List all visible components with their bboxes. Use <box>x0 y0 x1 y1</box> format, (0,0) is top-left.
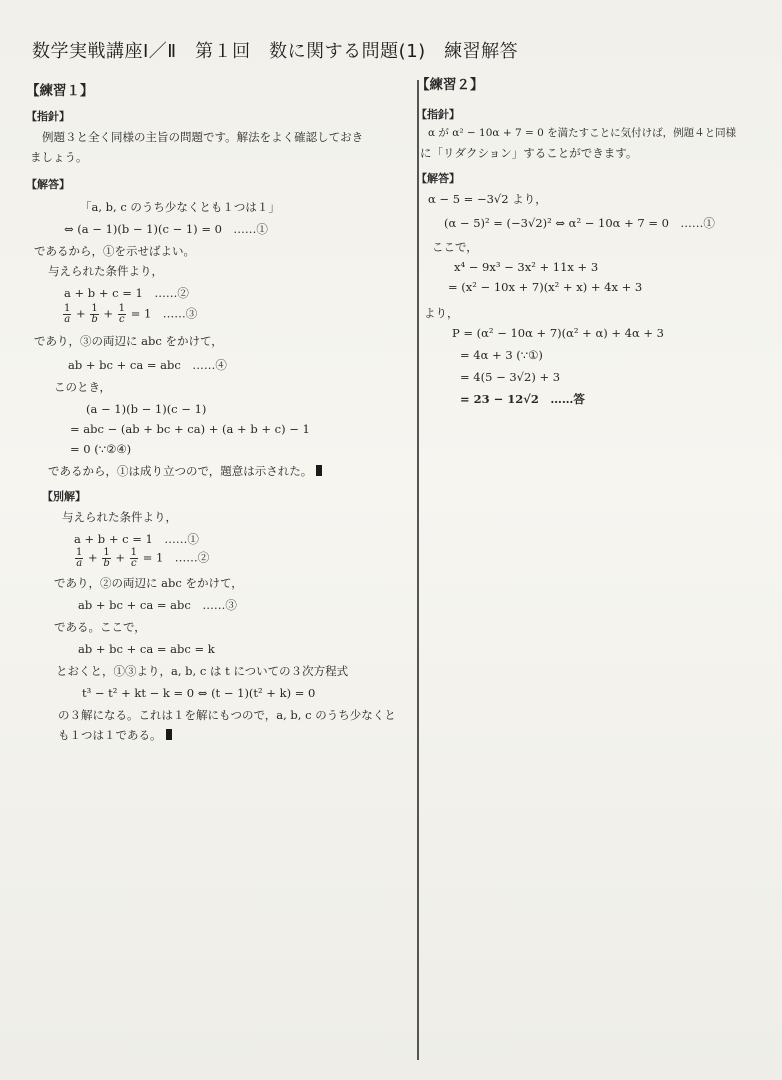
page-title: 数学実戦講座Ⅰ／Ⅱ 第１回 数に関する問題(1) 練習解答 <box>32 41 519 62</box>
ex2-answer-line-4: x⁴ − 9x³ − 3x² + 11x + 3 <box>454 260 599 274</box>
ex1-answer-line-11: = abc − (ab + bc + ca) + (a + b + c) − 1 <box>70 422 310 436</box>
ex2-answer-line-6: より， <box>424 306 459 320</box>
ex1-answer-line-2: ⇔ (a − 1)(b − 1)(c − 1) = 0 ……① <box>64 222 268 236</box>
alt-fraction-1-over-a: $\frac{1}{a}$ <box>76 547 83 569</box>
ex1-alt-fraction-equation: $\frac{1}{a}$ + $\frac{1}{b}$ + $\frac{1}{c}$ = 1 ……② <box>76 547 210 569</box>
ex1-answer-line-8: ab + bc + ca = abc ……④ <box>68 358 227 372</box>
ex1-alt-line-2: a + b + c = 1 ……① <box>74 532 199 546</box>
ex2-answer-line-3: ここで， <box>432 240 478 254</box>
ex1-alt-fraction-rhs: = 1 ……② <box>142 550 210 565</box>
ex2-hint-line-1: α が α² − 10α + 7 = 0 を満たすことに気付けば，例題４と同様 <box>428 127 737 139</box>
ex2-hint-label: 【指針】 <box>416 108 460 121</box>
ex1-alt-line-7: ab + bc + ca = abc = k <box>78 642 215 656</box>
ex1-answer-line-9: このとき， <box>54 380 112 394</box>
ex2-final-answer: = 23 − 12√2 ……答 <box>460 392 585 406</box>
ex1-alt-line-5: ab + bc + ca = abc ……③ <box>78 598 237 612</box>
ex1-conclusion: であるから，①は成り立つので，題意は示された。 <box>48 464 322 478</box>
ex1-hint-line-1: 例題３と全く同様の主旨の問題です。解法をよく確認しておき <box>42 130 364 144</box>
ex1-hint-label: 【指針】 <box>26 110 70 123</box>
ex1-answer-line-3: であるから，①を示せばよい。 <box>34 244 195 258</box>
ex1-answer-line-5: a + b + c = 1 ……② <box>64 286 189 300</box>
ex2-answer-line-7: P = (α² − 10α + 7)(α² + α) + 4α + 3 <box>452 326 664 340</box>
ex1-alt-line-6: である。ここで， <box>54 620 146 634</box>
fraction-1-over-c: $\frac{1}{c}$ <box>118 303 126 325</box>
ex2-answer-line-2: (α − 5)² = (−3√2)² ⇔ α² − 10α + 7 = 0 ……① <box>444 216 715 230</box>
ex1-answer-line-4: 与えられた条件より， <box>48 264 163 278</box>
ex1-answer-line-1: 「a, b, c のうち少なくとも１つは１」 <box>80 200 280 214</box>
ex1-alt-line-8: とおくと，①③より，a, b, c は t についての３次方程式 <box>56 664 349 678</box>
ex1-alt-line-1: 与えられた条件より， <box>62 510 177 524</box>
alt-fraction-1-over-b: $\frac{1}{b}$ <box>103 547 110 569</box>
ex2-answer-label: 【解答】 <box>416 172 460 185</box>
ex1-answer-label: 【解答】 <box>26 178 70 191</box>
ex2-answer-line-1: α − 5 = −3√2 より， <box>428 192 547 206</box>
ex1-answer-line-12: = 0 (∵②④) <box>70 442 132 456</box>
exercise-2-heading: 【練習２】 <box>416 77 484 93</box>
alt-qed-mark <box>166 729 172 740</box>
ex1-alt-solution-label: 【別解】 <box>42 490 86 503</box>
ex1-fraction-rhs: = 1 ……③ <box>130 306 198 321</box>
ex1-alt-line-9: t³ − t² + kt − k = 0 ⇔ (t − 1)(t² + k) = 0 <box>82 686 316 700</box>
ex2-answer-line-5: = (x² − 10x + 7)(x² + x) + 4x + 3 <box>448 280 643 294</box>
qed-mark <box>316 465 322 476</box>
alt-fraction-1-over-c: $\frac{1}{c}$ <box>130 547 138 569</box>
ex2-answer-line-8: = 4α + 3 (∵①) <box>460 348 543 362</box>
ex1-alt-line-10: の３解になる。これは１を解にもつので，a, b, c のうち少なくと <box>58 708 396 722</box>
ex1-alt-conclusion: も１つは１である。 <box>58 728 172 742</box>
fraction-1-over-a: $\frac{1}{a}$ <box>64 303 71 325</box>
column-divider <box>417 80 419 1060</box>
exercise-1-heading: 【練習１】 <box>26 83 94 99</box>
ex2-answer-line-9: = 4(5 − 3√2) + 3 <box>460 370 561 384</box>
ex1-answer-line-10: (a − 1)(b − 1)(c − 1) <box>86 402 207 416</box>
ex1-alt-line-4: であり，②の両辺に abc をかけて， <box>54 576 243 590</box>
ex1-hint-line-2: ましょう。 <box>30 150 88 164</box>
ex1-answer-line-7: であり，③の両辺に abc をかけて， <box>34 334 223 348</box>
ex1-fraction-equation: $\frac{1}{a}$ + $\frac{1}{b}$ + $\frac{1}{c}$ = 1 ……③ <box>64 303 198 325</box>
ex2-hint-line-2: に「リダクション」することができます。 <box>420 146 638 160</box>
fraction-1-over-b: $\frac{1}{b}$ <box>91 303 98 325</box>
